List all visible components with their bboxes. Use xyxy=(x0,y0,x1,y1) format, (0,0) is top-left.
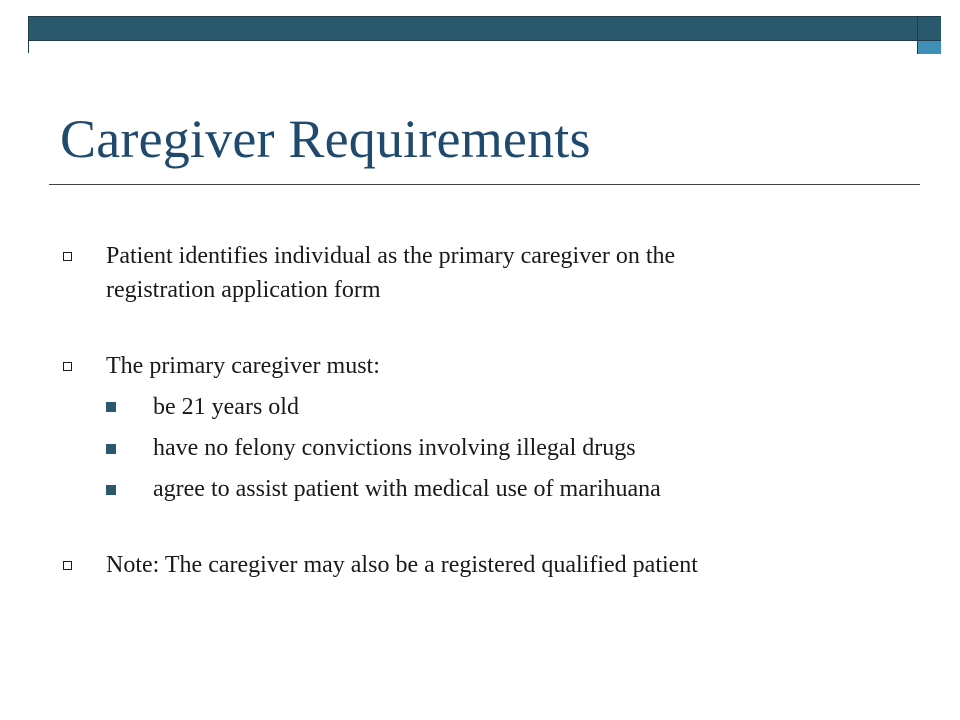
bullet-1-line-1: Patient identifies individual as the primary caregiver on the xyxy=(106,243,676,269)
bullet-1-line-2: registration application form xyxy=(106,277,381,303)
hollow-square-bullet-icon xyxy=(63,252,72,261)
solid-square-bullet-icon xyxy=(106,402,116,412)
header-bar-box-top xyxy=(917,17,941,40)
header-bar-top xyxy=(29,17,917,40)
bullet-3-text: Note: The caregiver may also be a registered qualified patient xyxy=(106,552,698,578)
hollow-square-bullet-icon xyxy=(63,561,72,570)
sub-bullet-3-text: agree to assist patient with medical use of marihuana xyxy=(153,476,661,502)
hollow-square-bullet-icon xyxy=(63,362,72,371)
header-bar xyxy=(28,16,941,53)
title-divider xyxy=(49,184,920,185)
header-bar-bottom xyxy=(29,40,917,54)
slide-title: Caregiver Requirements xyxy=(60,109,591,169)
solid-square-bullet-icon xyxy=(106,444,116,454)
header-bar-box-accent xyxy=(917,40,941,54)
sub-bullet-1-text: be 21 years old xyxy=(153,394,299,420)
solid-square-bullet-icon xyxy=(106,485,116,495)
bullet-2-text: The primary caregiver must: xyxy=(106,353,380,379)
sub-bullet-2-text: have no felony convictions involving illegal drugs xyxy=(153,435,636,461)
